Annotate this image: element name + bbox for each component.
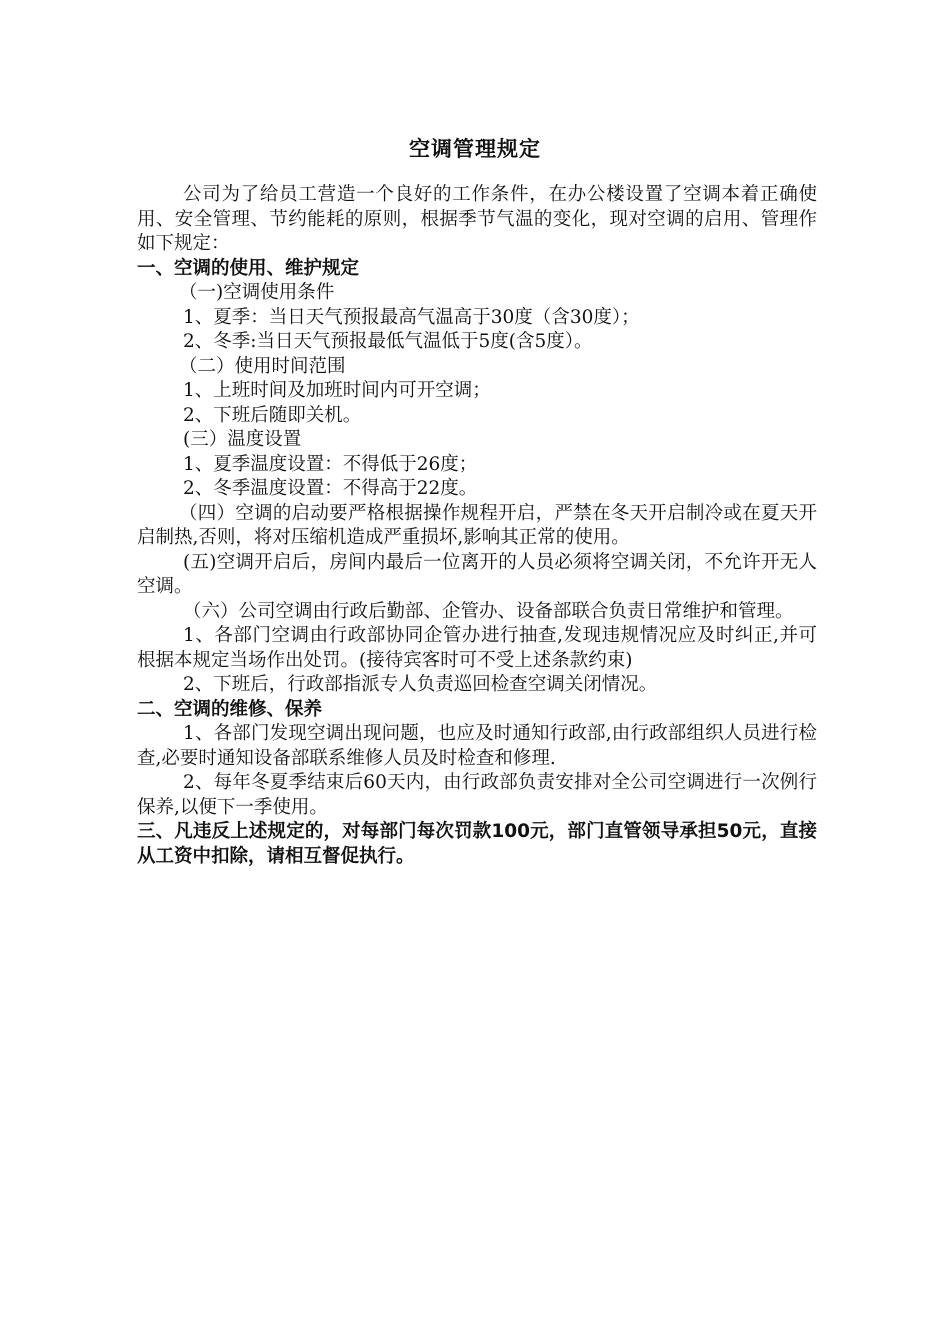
section-2-heading: 二、空调的维修、保养 [137,698,323,720]
subsection-2-title: （二）使用时间范围 [179,355,346,377]
subsection-6-item-2: 2、下班后，行政部指派专人负责巡回检查空调关闭情况。 [183,674,658,695]
subsection-1-title: （一)空调使用条件 [179,282,335,303]
document-body [137,183,817,869]
section-2-item-1: 1、各部门发现空调出现问题，也应及时通知行政部,由行政部组织人员进行检查,必要时通知设备部联系维修人员及时检查和修理. [137,723,817,769]
subsection-2-item-2: 2、下班后随即关机。 [183,404,362,426]
subsection-6-paragraph: （六）公司空调由行政后勤部、企管办、设备部联合负责日常维护和管理。 [183,600,794,622]
section-2-item-2: 2、每年冬夏季结束后60天内，由行政部负责安排对全公司空调进行一次例行保养,以便下一季使用。 [137,772,817,818]
section-1-heading: 一、空调的使用、维护规定 [137,257,360,279]
subsection-5-paragraph: (五)空调开启后，房间内最后一位离开的人员必须将空调关闭，不允许开无人空调。 [137,551,817,597]
subsection-3-title: (三）温度设置 [183,429,302,450]
subsection-3-item-1: 1、夏季温度设置：不得低于26度； [183,453,478,475]
subsection-3-item-2: 2、冬季温度设置：不得高于22度。 [183,478,478,499]
intro-paragraph: 公司为了给员工营造一个良好的工作条件，在办公楼设置了空调本着正确使用、安全管理、节约能耗的原则，根据季节气温的变化，现对空调的启用、管理作如下规定： [137,184,817,254]
subsection-6-item-1: 1、各部门空调由行政部协同企管办进行抽查,发现违规情况应及时纠正,并可根据本规定当场作出处罚。(接待宾客时可不受上述条款约束) [137,625,817,671]
subsection-1-item-1: 1、夏季：当日天气预报最高气温高于30度（含30度）； [183,306,640,328]
subsection-1-item-2: 2、冬季:当日天气预报最低气温低于5度(含5度）。 [183,331,593,352]
subsection-4-paragraph: （四）空调的启动要严格根据操作规程开启，严禁在冬天开启制冷或在夏天开启制热,否则，将对压缩机造成严重损坏,影响其正常的使用。 [137,502,817,548]
section-3-paragraph: 三、凡违反上述规定的，对每部门每次罚款100元，部门直管领导承担50元，直接从工资中扣除，请相互督促执行。 [137,821,817,867]
document-title: 空调管理规定 [409,137,541,161]
subsection-2-item-1: 1、上班时间及加班时间内可开空调； [183,380,491,401]
